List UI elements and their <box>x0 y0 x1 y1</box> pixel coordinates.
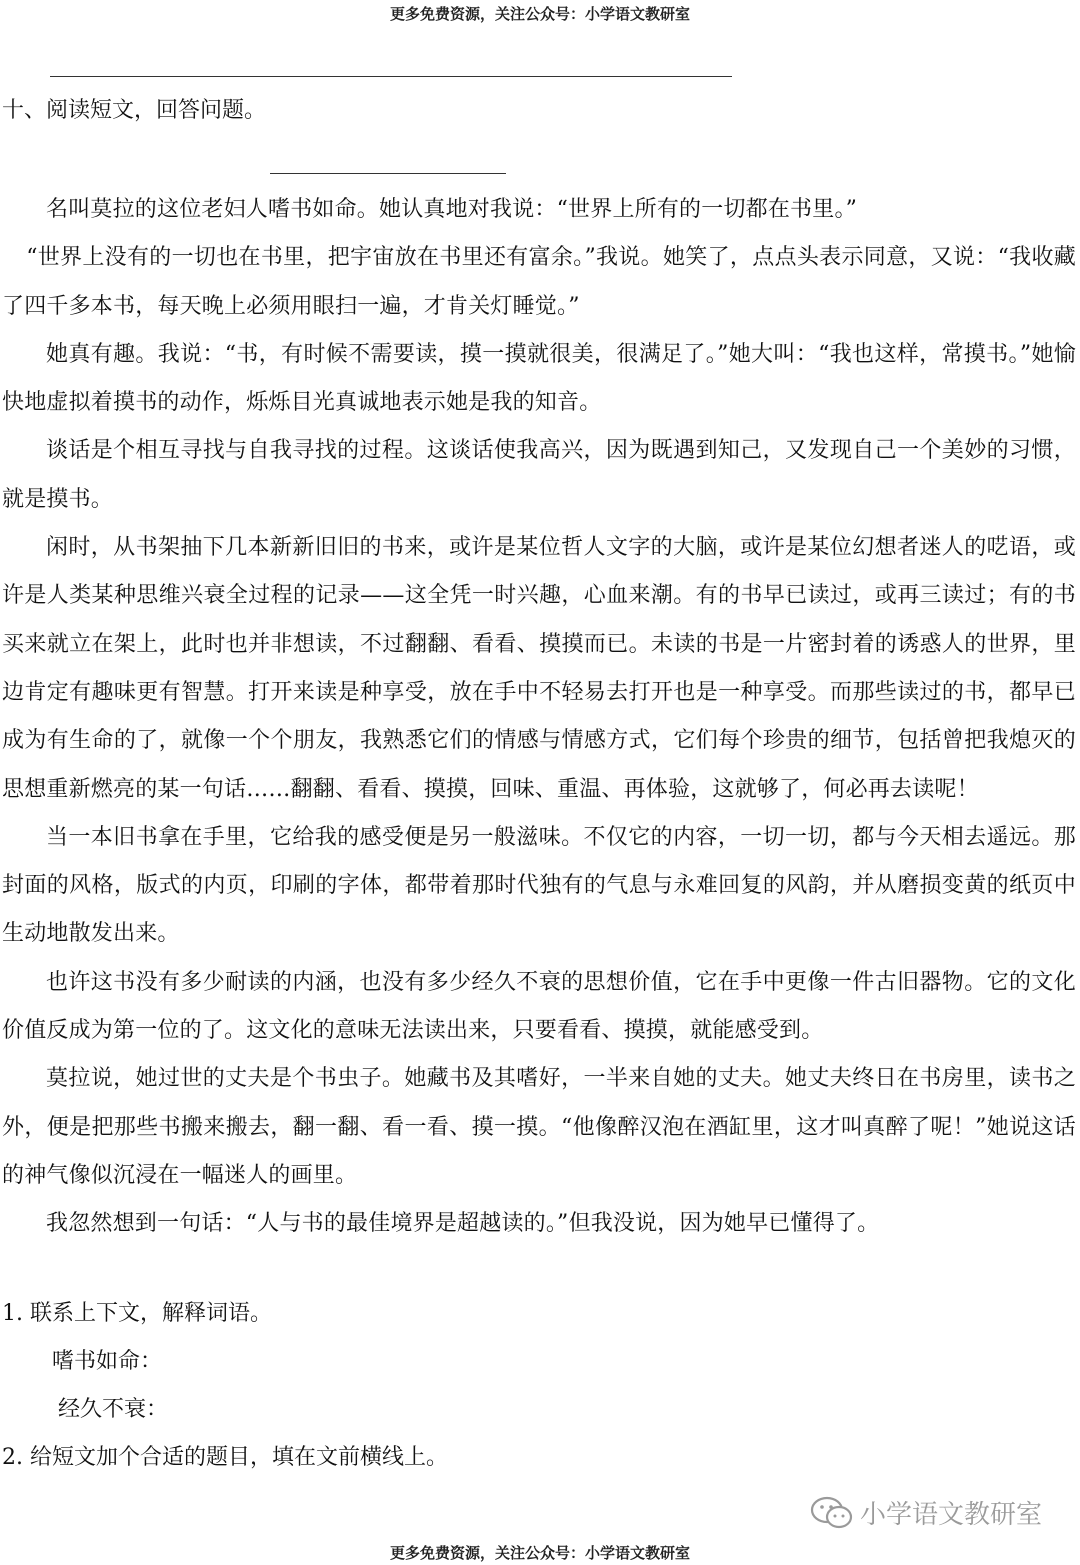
passage-paragraph: 闲时，从书架抽下几本新新旧旧的书来，或许是某位哲人文字的大脑，或许是某位幻想者迷人的呓语，或许是人类某种思维兴衰全过程的记录——这全凭一时兴趣，心血来潮。有的书早已读过，或再三读过；有的书买来就立在架上，此时也并非想读，不过翻翻、看看、摸摸而已。未读的书是一片密封着的诱惑人的世界，里边肯定有趣味更有智慧。打开来读是种享受，放在手中不轻易去打开也是一种享受。而那些读过的书，都早已成为有生命的了，就像一个个朋友，我熟悉它们的情感与情感方式，它们每个珍贵的细节，包括曾把我熄灭的思想重新燃亮的某一句话……翻翻、看看、摸摸，回味、重温、再体验，这就够了，何必再去读呢！ <box>2 535 1076 802</box>
passage-paragraph: 当一本旧书拿在手里，它给我的感受便是另一般滋味。不仅它的内容，一切一切，都与今天相去遥远。那封面的风格，版式的内页，印刷的字体，都带着那时代独有的气息与永难回复的风韵，并从磨损变黄的纸页中生动地散发出来。 <box>2 824 1076 947</box>
watermark <box>810 1494 1042 1531</box>
passage-paragraph: 莫拉说，她过世的丈夫是个书虫子。她藏书及其嗜好，一半来自她的丈夫。她丈夫终日在书房里，读书之外，便是把那些书搬来搬去，翻一翻、看一看、摸一摸。“他像醉汉泡在酒缸里，这才叫真醉了呢！”她说这话的神气像似沉浸在一幅迷人的画里。 <box>2 1066 1076 1188</box>
passage-paragraph: 我忽然想到一句话：“人与书的最佳境界是超越读的。”但我没说，因为她早已懂得了。 <box>46 1211 880 1237</box>
passage-paragraph: 名叫莫拉的这位老妇人嗜书如命。她认真地对我说：“世界上所有的一切都在书里。” <box>46 197 858 222</box>
passage-paragraph: 也许这书没有多少耐读的内涵，也没有多少经久不衰的思想价值，它在手中更像一件古旧器物。它的文化价值反成为第一位的了。这文化的意味无法读出来，只要看看、摸摸，就能感受到。 <box>2 969 1076 1044</box>
section-title: 十、阅读短文，回答问题。 <box>2 98 267 123</box>
reading-passage <box>2 186 1076 1249</box>
questions-block <box>2 1290 1076 1482</box>
question-1-term-b: 经久不衰： <box>58 1397 169 1422</box>
title-blank-line <box>270 173 506 174</box>
question-2: 2. 给短文加个合适的题目，填在文前横线上。 <box>2 1445 448 1470</box>
passage-paragraph: 谈话是个相互寻找与自我寻找的过程。这谈话使我高兴，因为既遇到知己，又发现自己一个美妙的习惯，就是摸书。 <box>2 438 1076 512</box>
wechat-icon <box>810 1496 854 1530</box>
question-1: 1. 联系上下文，解释词语。 <box>2 1301 272 1326</box>
answer-blank-line <box>50 76 732 77</box>
passage-paragraph: 她真有趣。我说：“书，有时候不需要读，摸一摸就很美，很满足了。”她大叫：“我也这样，常摸书。”她愉快地虚拟着摸书的动作，烁烁目光真诚地表示她是我的知音。 <box>2 341 1076 416</box>
passage-paragraph: “世界上没有的一切也在书里，把宇宙放在书里还有富余。”我说。她笑了，点点头表示同意，又说：“我收藏了四千多本书，每天晚上必须用眼扫一遍，才肯关灯睡觉。” <box>2 245 1076 319</box>
watermark-text: 小学语文教研室 <box>860 1500 1043 1530</box>
question-1-term-a: 嗜书如命： <box>52 1349 163 1374</box>
page-header: 更多免费资源，关注公众号：小学语文教研室 <box>389 5 690 23</box>
page-footer: 更多免费资源，关注公众号：小学语文教研室 <box>389 1544 690 1562</box>
